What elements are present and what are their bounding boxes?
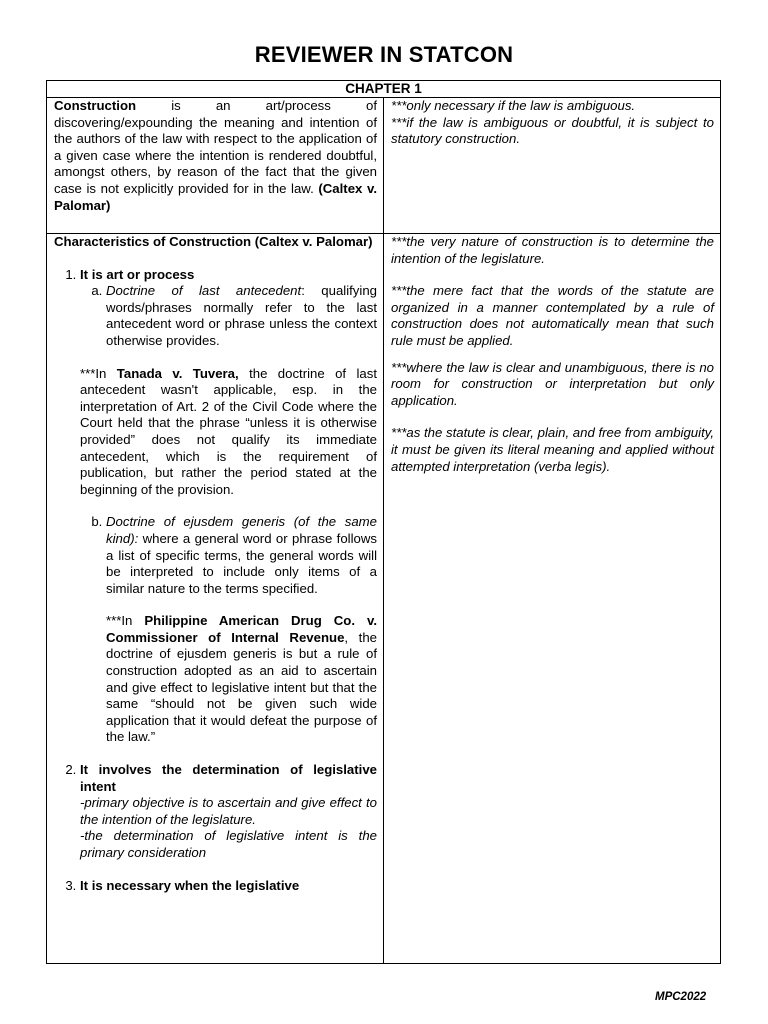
characteristic-1-doctrines-b xyxy=(80,514,377,746)
doctrine-ejusdem-generis xyxy=(106,514,377,746)
reviewer-table xyxy=(46,80,721,964)
document-title: REVIEWER IN STATCON xyxy=(254,42,514,67)
tanada-note-text: the doctrine of last antecedent wasn't applicable, esp. in the interpretation of Art. 2 of the Civil Code where the Court held that the phrase “unless it is otherwise provided” does not qualify its immediate antecedent, which is the requirement of publication, but rather the period stated at the beginning of the provision. xyxy=(80,365,377,497)
construction-text: is an art/process of discovering/expounding the meaning and intention of the authors of the law with respect to the application of a given case where the intention is rendered doubtful, amongst others, by reason of the fact that the given case is not explicitly provided for in the law. xyxy=(54,98,377,196)
characteristic-2-line-1: -primary objective is to ascertain and give effect to the intention of the legislature. xyxy=(80,795,377,827)
padco-case-name: Philippine American Drug Co. v. Commissioner of Internal Revenue xyxy=(106,613,377,645)
footer-code: MPC2022 xyxy=(655,991,707,1003)
construction-term: Construction xyxy=(54,98,137,113)
characteristics-cell xyxy=(47,234,384,964)
characteristics-notes-cell xyxy=(384,234,721,964)
tanada-note xyxy=(80,366,377,499)
characteristics-note-1: ***the very nature of construction is to determine the intention of the legislature. xyxy=(391,234,714,266)
doctrine-last-antecedent-term: Doctrine of last antecedent xyxy=(106,283,302,299)
characteristics-list xyxy=(54,267,377,895)
construction-notes-cell xyxy=(384,98,721,234)
padco-note-text: , the doctrine of ejusdem generis is but a rule of construction adopted as an aid to ascertain and give effect to legislative intent but that the same “should not be given such wide application that it would defeat the purpose of the law.” xyxy=(106,629,377,745)
doctrine-ejusdem-generis-term: Doctrine of ejusdem generis (of the same kind): xyxy=(106,514,377,546)
padco-note xyxy=(106,613,377,746)
construction-note-1: ***only necessary if the law is ambiguous. xyxy=(391,98,636,113)
characteristic-item-2 xyxy=(80,762,377,878)
tanada-note-prefix: ***In xyxy=(80,365,117,381)
characteristics-row xyxy=(47,234,721,964)
construction-row xyxy=(47,98,721,234)
chapter-header-row xyxy=(47,81,721,98)
tanada-case-name: Tanada v. Tuvera, xyxy=(116,365,239,381)
construction-citation: (Caltex v. Palomar) xyxy=(54,180,377,213)
characteristic-2-heading: It involves the determination of legislative intent xyxy=(80,762,377,794)
characteristics-note-4: ***as the statute is clear, plain, and free from ambiguity, it must be given its literal meaning and applied without attempted interpretation (verba legis). xyxy=(391,425,715,474)
construction-note-2: ***if the law is ambiguous or doubtful, it is subject to statutory construction. xyxy=(391,114,714,147)
characteristic-2-line-2: -the determination of legislative intent is the primary consideration xyxy=(80,828,377,860)
characteristic-1-doctrines xyxy=(80,283,377,349)
doctrine-last-antecedent xyxy=(106,283,377,349)
construction-definition xyxy=(54,98,377,214)
doctrine-ejusdem-generis-text: where a general word or phrase follows a list of specific terms, the general words will be interpreted to include only items of a similar nature to the terms specified. xyxy=(106,530,377,596)
characteristic-item-1 xyxy=(80,267,377,762)
construction-definition-cell xyxy=(47,98,384,234)
characteristics-heading: Characteristics of Construction (Caltex v. Palomar) xyxy=(54,234,373,249)
characteristics-note-3: ***where the law is clear and unambiguous, there is no room for construction or interpretation but only application. xyxy=(391,359,714,408)
characteristic-3-heading: It is necessary when the legislative xyxy=(80,877,300,893)
padco-note-prefix: ***In xyxy=(106,613,145,629)
characteristics-note-2: ***the mere fact that the words of the statute are organized in a manner contemplated by a rule of construction does not automatically mean that such rule must be applied. xyxy=(391,283,714,348)
characteristic-1-heading: It is art or process xyxy=(80,266,195,282)
doctrine-last-antecedent-text: : qualifying words/phrases normally refer to the last antecedent word or phrase unless the context otherwise provides. xyxy=(106,283,377,348)
characteristic-item-3 xyxy=(80,878,377,895)
chapter-heading: CHAPTER 1 xyxy=(47,81,721,98)
